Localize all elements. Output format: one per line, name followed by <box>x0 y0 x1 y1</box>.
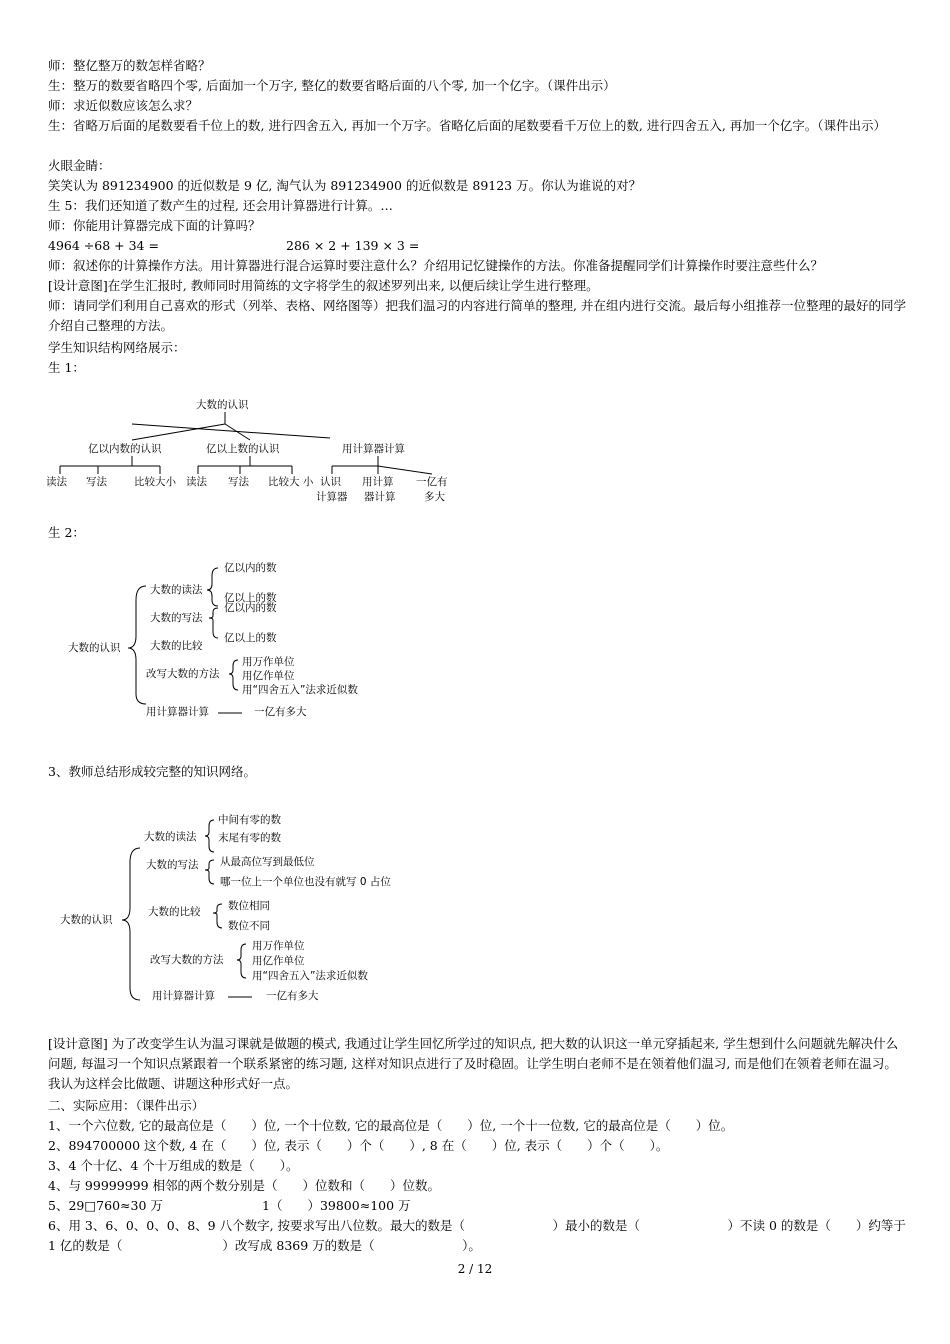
tree1-leaf: 读法 <box>46 476 67 488</box>
map3-rewrite-item: 用亿作单位 <box>252 955 305 967</box>
tree1-leaf: 读法 <box>186 476 207 488</box>
text-line: 师：叙述你的计算操作方法。用计算器进行混合运算时要注意什么？介绍用记忆键操作的方法。你准备提醒同学们计算操作时要注意些什么？ <box>48 258 824 273</box>
tree1-leaf: 比较大小 <box>134 476 176 488</box>
text-line: 学生知识结构网络展示： <box>48 340 186 355</box>
text-line: [设计意图]在学生汇报时, 教师同时用简练的文字将学生的叙述罗列出来, 以便后续让学生进行整理。 <box>48 278 599 293</box>
text-line: 生：整万的数要省略四个零, 后面加一个万字, 整亿的数要省略后面的八个零, 加一个亿字。（课件出示） <box>48 78 616 93</box>
text-line: 笑笑认为 891234900 的近似数是 9 亿, 淘气认为 891234900 的近似数是 89123 万。你认为谁说的对？ <box>48 178 642 193</box>
map3-writing-item: 从最高位写到最低位 <box>220 856 315 868</box>
page-number: 2 / 12 <box>457 1262 493 1276</box>
tree1-leaf: 写法 <box>86 476 107 488</box>
map2-writing-item: 亿以内的数 <box>224 602 277 614</box>
tree1-leaf: 用计算 <box>362 476 394 488</box>
map2-rewrite-item: 用亿作单位 <box>242 670 295 682</box>
tree1-branch: 亿以内数的认识 <box>88 443 162 455</box>
map3-root: 大数的认识 <box>60 914 113 926</box>
map3-calc-item: 一亿有多大 <box>266 990 319 1002</box>
tree1-leaf-line2: 多大 <box>424 491 445 503</box>
question-4: 4、与 99999999 相邻的两个数分别是（ ）位数和（ ）位数。 <box>48 1178 441 1193</box>
map2-reading-item: 亿以上的数 <box>224 592 277 604</box>
tree1-leaf: 写法 <box>228 476 249 488</box>
student2-label: 生 2： <box>48 525 85 540</box>
map3-compare: 大数的比较 <box>148 906 201 918</box>
text-line: 生 5：我们还知道了数产生的过程, 还会用计算器进行计算。… <box>48 198 393 213</box>
tree1-leaf: 比较大 小 <box>268 476 314 488</box>
tree1-branch: 亿以上数的认识 <box>206 443 280 455</box>
map3-rewrite-item: 用“四舍五入”法求近似数 <box>252 970 368 982</box>
map2-reading-item: 亿以内的数 <box>224 562 277 574</box>
map2-writing: 大数的写法 <box>150 612 203 624</box>
text-line: 师：你能用计算器完成下面的计算吗？ <box>48 218 261 233</box>
calc-expression-1: 4964 ÷68 + 34 = <box>48 238 159 253</box>
tree1-root: 大数的认识 <box>196 399 249 411</box>
question-2: 2、894700000 这个数, 4 在（ ）位, 表示（ ）个（ ）, 8 在（ ）位, 表示（ ）个（ ）。 <box>48 1138 669 1153</box>
section3-heading: 3、教师总结形成较完整的知识网络。 <box>48 764 256 779</box>
map2-calc: 用计算器计算 <box>146 706 209 718</box>
tree1-leaf: 认识 <box>320 476 341 488</box>
question-3: 3、4 个十亿、4 个十万组成的数是（ ）。 <box>48 1158 299 1173</box>
map2-rewrite-item: 用“四舍五入”法求近似数 <box>242 684 358 696</box>
map3-reading-item: 末尾有零的数 <box>218 832 281 844</box>
map3-rewrite: 改写大数的方法 <box>150 954 224 966</box>
question-5a: 5、29□760≈30 万 <box>48 1198 163 1213</box>
map3-calc: 用计算器计算 <box>152 990 215 1002</box>
map3-writing-item: 哪一位上一个单位也没有就写 0 占位 <box>220 876 391 888</box>
text-line: 火眼金睛： <box>48 158 111 173</box>
text-line: 师：求近似数应该怎么求？ <box>48 98 199 113</box>
tree1-branch: 用计算器计算 <box>342 443 405 455</box>
map2-rewrite: 改写大数的方法 <box>146 668 220 680</box>
tree1-leaf-line2: 计算器 <box>316 491 348 503</box>
text-line: 师：整亿整万的数怎样省略？ <box>48 58 211 73</box>
map3-rewrite-item: 用万作单位 <box>252 940 305 952</box>
map2-rewrite-item: 用万作单位 <box>242 656 295 668</box>
map3-writing: 大数的写法 <box>146 859 199 871</box>
map3-compare-item: 数位不同 <box>228 920 270 932</box>
student1-label: 生 1： <box>48 360 85 375</box>
design-intent-paragraph: [设计意图] 为了改变学生认为温习课就是做题的模式, 我通过让学生回忆所学过的知识点, 把大数的认识这一单元穿插起来, 学生想到什么问题就先解决什么问题, 每温习一个知识点紧跟着一个联系紧密的练习题, 这样对知识点进行了及时稳固。让学生明白老师不是在领着他们温习, 而是他们在领着老师在温习。我认为这样会比做题、讲题这种形式好一点。 <box>48 1036 899 1091</box>
map3-compare-item: 数位相同 <box>228 900 270 912</box>
map2-reading: 大数的读法 <box>150 584 203 596</box>
question-1: 1、一个六位数, 它的最高位是（ ）位, 一个十位数, 它的最高位是（ ）位, 一个十一位数, 它的最高位是（ ）位。 <box>48 1118 734 1133</box>
map3-reading-item: 中间有零的数 <box>218 814 281 826</box>
question-5b: 1（ ）39800≈100 万 <box>262 1198 411 1213</box>
calc-expression-2: 286 × 2 + 139 × 3 = <box>286 238 420 253</box>
question-6: 6、用 3、6、0、0、0、8、9 八个数字, 按要求写出八位数。最大的数是（ ）最小的数是（ ）不读 0 的数是（ ）约等于 1 亿的数是（ ）改写成 8369 万的数是（ ）。 <box>48 1218 906 1253</box>
map2-root: 大数的认识 <box>68 642 121 654</box>
map3-reading: 大数的读法 <box>144 831 197 843</box>
map2-compare: 大数的比较 <box>150 640 203 652</box>
tree1-leaf-line2: 器计算 <box>364 491 396 503</box>
tree1-leaf: 一亿有 <box>416 476 448 488</box>
map2-writing-item: 亿以上的数 <box>224 632 277 644</box>
text-paragraph: 师：请同学们利用自己喜欢的形式（列举、表格、网络图等）把我们温习的内容进行简单的整理, 并在组内进行交流。最后每小组推荐一位整理的最好的同学介绍自己整理的方法。 <box>48 298 906 333</box>
map2-calc-item: 一亿有多大 <box>254 706 307 718</box>
section2-heading: 二、实际应用：（课件出示） <box>48 1098 205 1113</box>
text-paragraph: 生：省略万后面的尾数要看千位上的数, 进行四舍五入, 再加一个万字。省略亿后面的尾数要看千万位上的数, 进行四舍五入, 再加一个亿字。（课件出示） <box>48 118 887 133</box>
